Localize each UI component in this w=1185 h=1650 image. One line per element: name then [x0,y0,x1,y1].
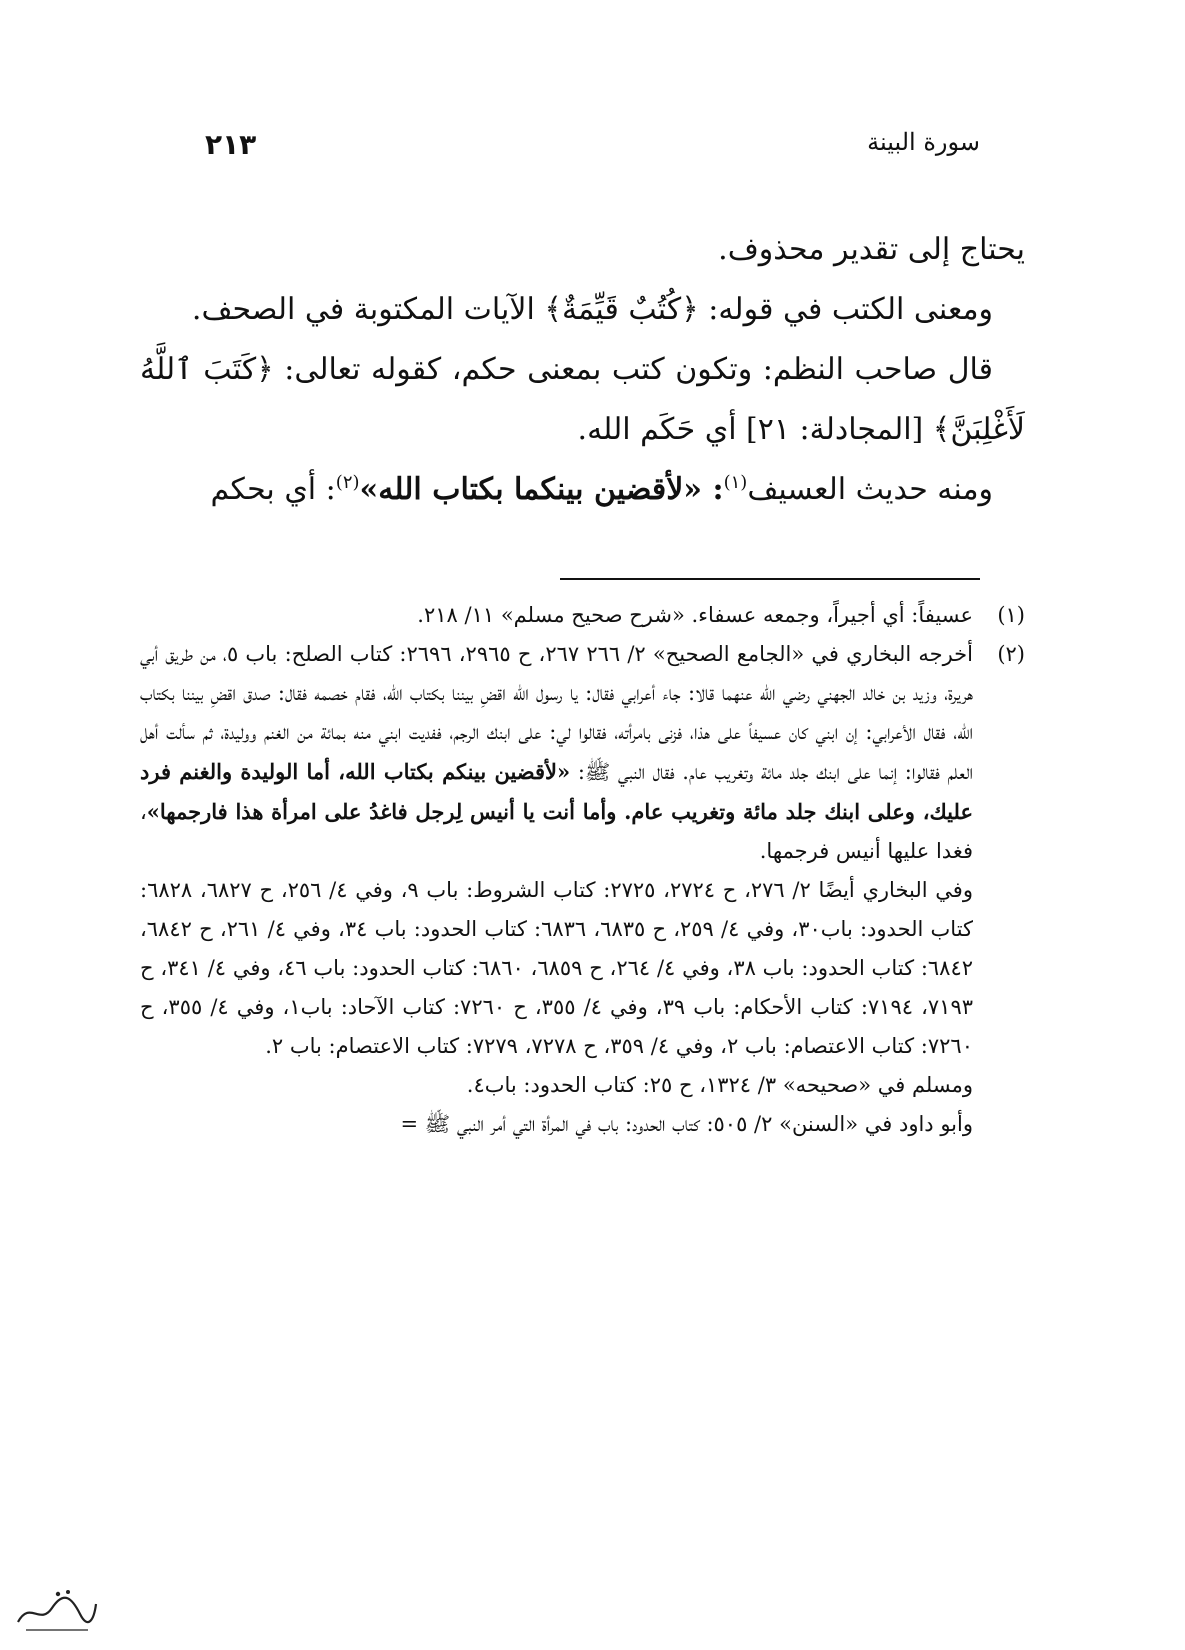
footnote-ref-2: (٢) [335,472,360,493]
paragraph-4 [140,460,1025,520]
main-text [140,220,1025,520]
footnote-separator [560,578,980,580]
page-number: ٢١٣ [205,128,257,161]
footnote-1 [140,596,1025,635]
surah-title: سورة البينة [867,128,980,156]
paragraph-2: ومعنى الكتب في قوله: ﴿كُتُبٌ قَيِّمَةٌ﴾ الآيات المكتوبة في الصحف. [191,292,993,327]
footnote-2-text: أخرجه البخاري في «الجامع الصحيح» ٢/ ٢٦٦ ٢٦٧، ح ٢٩٦٥، ٢٦٩٦: كتاب الصلح: باب ٥، من طريق أبي هريرة، وزيد بن خالد الجهني رضي الله عنهما قالا: جاء أعرابي فقال: يا رسول الله اقضِ بيننا بكتاب الله، فقام خصمه فقال: صدق اقضِ بيننا بكتاب الله، فقال الأعرابي: إن ابني كان عسيفاً على هذا، فزنى بامرأته، فقالوا لي: على ابنك الرجم، ففديت ابني منه بمائة من الغنم ووليدة، ثم سألت أهل العلم فقالوا: إنما على ابنك جلد مائة وتغريب عام. فقال النبي ﷺ: [140,642,973,784]
hadith-quote: : «لأقضين بينكما بكتاب الله» [359,472,724,507]
footnote-1-number: (١) [997,603,1025,627]
footnote-2-abudawud: وأبو داود في «السنن» ٢/ ٥٠٥: كتاب الحدود: باب في المرأة التي أمر النبي ﷺ = [400,1112,973,1136]
logo-stroke [18,1598,96,1622]
paragraph-4-end: : أي بحكم [210,472,336,507]
footnote-2-number: (٢) [997,642,1025,666]
footnotes [140,596,1025,1144]
footnote-2-references: وفي البخاري أيضًا ٢/ ٢٧٦، ح ٢٧٢٤، ٢٧٢٥: كتاب الشروط: باب ٩، وفي ٤/ ٢٥٦، ح ٦٨٢٧، ٦٨٢٨: كتاب الحدود: باب٣٠، وفي ٤/ ٢٥٩، ح ٦٨٣٥، ٦٨٣٦: كتاب الحدود: باب ٣٤، وفي ٤/ ٢٦١، ح ٦٨٤٢، ٦٨٤٢: كتاب الحدود: باب ٣٨، وفي ٤/ ٢٦٤، ح ٦٨٥٩، ٦٨٦٠: كتاب الحدود: باب ٤٦، وفي ٤/ ٣٤١، ح ٧١٩٣، ٧١٩٤: كتاب الأحكام: باب ٣٩، وفي ٤/ ٣٥٥، ح ٧٢٦٠: كتاب الآحاد: باب١، وفي ٤/ ٣٥٥، ح ٧٢٦٠: كتاب الاعتصام: باب ٢، وفي ٤/ ٣٥٩، ح ٧٢٧٨، ٧٢٧٩: كتاب الاعتصام: باب ٢. [140,878,974,1058]
watermark-logo [10,1580,100,1640]
footnote-2-hadith: «لأقضين بينكم بكتاب الله، أما الوليدة والغنم فرد عليك، وعلى ابنك جلد مائة وتغريب عام. وأما أنت يا أنيس لِرجل فاغدُ على امرأة هذا فارجمها» [140,759,973,824]
footnote-1-text: عسيفاً: أي أجيراً، وجمعه عسفاء. «شرح صحيح مسلم» ١١/ ٢١٨. [417,603,973,627]
footnote-ref-1: (١) [723,472,748,493]
logo-dot [56,1592,60,1596]
paragraph-4-start: ومنه حديث العسيف [747,472,993,507]
paragraph-1: يحتاج إلى تقدير محذوف. [718,232,1025,267]
footnote-2-text-end: ، فغدا عليها أنيس فرجمها. [140,800,973,863]
footnote-2 [140,635,1025,871]
footnote-2-muslim: ومسلم في «صحيحه» ٣/ ١٣٢٤، ح ٢٥: كتاب الحدود: باب٤. [466,1073,973,1097]
paragraph-3: قال صاحب النظم: وتكون كتب بمعنى حكم، كقوله تعالى: ﴿كَتَبَ ٱللَّهُ لَأَغْلِبَنَّ﴾ [المجادلة: ٢١] أي حَكَم الله. [140,352,1025,447]
logo-dot-2 [66,1590,70,1594]
